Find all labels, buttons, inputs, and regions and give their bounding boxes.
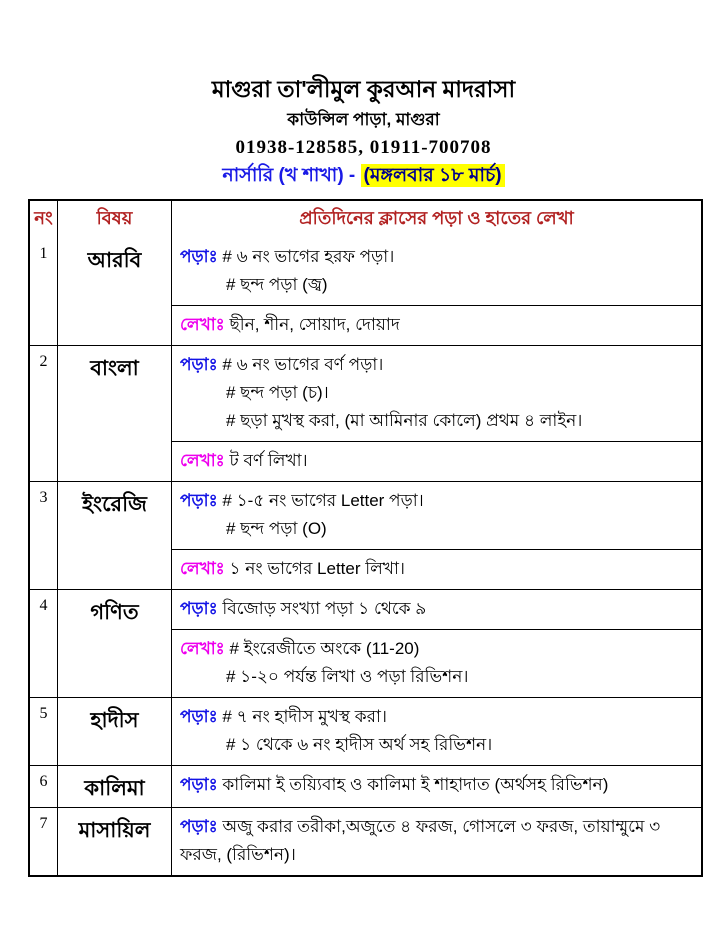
subject-name: বাংলা <box>58 346 172 481</box>
table-row <box>30 238 701 345</box>
row-number: 4 <box>30 590 58 697</box>
reading-section <box>172 808 701 875</box>
lesson-content <box>172 698 701 765</box>
lesson-line <box>180 635 693 663</box>
reading-section <box>172 766 701 805</box>
table-row <box>30 481 701 589</box>
lesson-line: # ১ থেকে ৬ নং হাদীস অর্থ সহ রিভিশন। <box>226 735 493 754</box>
lesson-line: # ছড়া মুখস্থ করা, (মা আমিনার কোলে) প্রথম ৪ লাইন। <box>226 411 583 430</box>
phone-numbers: 01938-128585, 01911-700708 <box>235 137 492 158</box>
subject-name: আরবি <box>58 238 172 345</box>
lesson-line: # ১-২০ পর্যন্ত লিখা ও পড়া রিভিশন। <box>226 667 469 686</box>
lesson-text: অজু করার তরীকা,অজুতে ৪ ফরজ, গোসলে ৩ ফরজ, তায়াম্মুমে ৩ ফরজ, (রিভিশন)। <box>180 817 661 864</box>
writing-section <box>172 549 701 589</box>
class-date-line <box>0 163 727 189</box>
lesson-line <box>180 771 693 799</box>
lesson-content <box>172 482 701 589</box>
column-header-no: নং <box>30 201 58 238</box>
lesson-line <box>180 447 693 475</box>
lesson-text: # ৬ নং ভাগের হরফ পড়া। <box>222 247 395 266</box>
lesson-text: বিজোড় সংখ্যা পড়া ১ থেকে ৯ <box>222 599 427 618</box>
writing-label: লেখাঃ <box>180 315 225 334</box>
column-header-lessons: প্রতিদিনের ক্লাসের পড়া ও হাতের লেখা <box>299 208 574 228</box>
table-row <box>30 589 701 697</box>
reading-section <box>172 238 701 305</box>
column-header-subject: বিষয় <box>58 201 172 238</box>
class-section-label: নার্সারি (খ শাখা) - <box>222 165 361 186</box>
table-row <box>30 697 701 765</box>
lesson-text: কালিমা ই তয়্যিবাহ ও কালিমা ই শাহাদাত (অর্থসহ রিভিশন) <box>222 775 609 794</box>
reading-section <box>172 482 701 549</box>
lesson-line <box>180 813 693 869</box>
reading-section <box>172 590 701 629</box>
lesson-text: # ১-৫ নং ভাগের Letter পড়া। <box>222 491 424 510</box>
lesson-text: ছীন, শীন, সোয়াদ, দোয়াদ <box>229 315 400 334</box>
table-row <box>30 807 701 875</box>
lesson-text: # ৭ নং হাদীস মুখস্থ করা। <box>222 707 387 726</box>
document-header <box>0 0 727 189</box>
row-number: 1 <box>30 238 58 345</box>
lesson-content <box>172 238 701 345</box>
table-row <box>30 345 701 481</box>
reading-label: পড়াঃ <box>180 707 218 726</box>
row-number: 5 <box>30 698 58 765</box>
lesson-content <box>172 808 701 875</box>
reading-section <box>172 698 701 765</box>
row-number: 3 <box>30 482 58 589</box>
school-name: মাগুরা তা'লীমুল কুরআন মাদরাসা <box>211 76 516 102</box>
writing-section <box>172 305 701 345</box>
lesson-line <box>180 487 693 515</box>
lesson-line <box>180 243 693 271</box>
lesson-content <box>172 590 701 697</box>
table-row <box>30 765 701 807</box>
lesson-text: # ৬ নং ভাগের বর্ণ পড়া। <box>222 355 384 374</box>
table-body <box>30 238 701 875</box>
subject-name: মাসায়িল <box>58 808 172 875</box>
row-number: 2 <box>30 346 58 481</box>
row-number: 6 <box>30 766 58 807</box>
writing-label: লেখাঃ <box>180 639 225 658</box>
writing-section <box>172 629 701 697</box>
homework-table <box>28 199 703 877</box>
row-number: 7 <box>30 808 58 875</box>
subject-name: হাদীস <box>58 698 172 765</box>
lesson-text: ট বর্ণ লিখা। <box>229 451 308 470</box>
lesson-line: # ছন্দ পড়া (জ্ব) <box>226 275 328 294</box>
lesson-line: # ছন্দ পড়া (চ)। <box>226 383 329 402</box>
lesson-content <box>172 346 701 481</box>
lesson-text: # ইংরেজীতে অংকে (11-20) <box>229 639 420 658</box>
lesson-content <box>172 766 701 807</box>
reading-label: পড়াঃ <box>180 247 218 266</box>
writing-section <box>172 441 701 481</box>
lesson-line <box>180 311 693 339</box>
reading-label: পড়াঃ <box>180 355 218 374</box>
lesson-line <box>180 351 693 379</box>
reading-label: পড়াঃ <box>180 817 218 836</box>
reading-section <box>172 346 701 441</box>
subject-name: গণিত <box>58 590 172 697</box>
lesson-line <box>180 595 693 623</box>
school-address: কাউন্সিল পাড়া, মাগুরা <box>287 110 440 129</box>
lesson-line: # ছন্দ পড়া (O) <box>226 519 327 538</box>
reading-label: পড়াঃ <box>180 775 218 794</box>
table-header-row <box>30 201 701 238</box>
reading-label: পড়াঃ <box>180 491 218 510</box>
lesson-line <box>180 703 693 731</box>
lesson-text: ১ নং ভাগের Letter লিখা। <box>229 559 405 578</box>
subject-name: কালিমা <box>58 766 172 807</box>
writing-label: লেখাঃ <box>180 559 225 578</box>
date-highlight: (মঙ্গলবার ১৮ মার্চ) <box>361 164 505 187</box>
reading-label: পড়াঃ <box>180 599 218 618</box>
writing-label: লেখাঃ <box>180 451 225 470</box>
subject-name: ইংরেজি <box>58 482 172 589</box>
lesson-line <box>180 555 693 583</box>
